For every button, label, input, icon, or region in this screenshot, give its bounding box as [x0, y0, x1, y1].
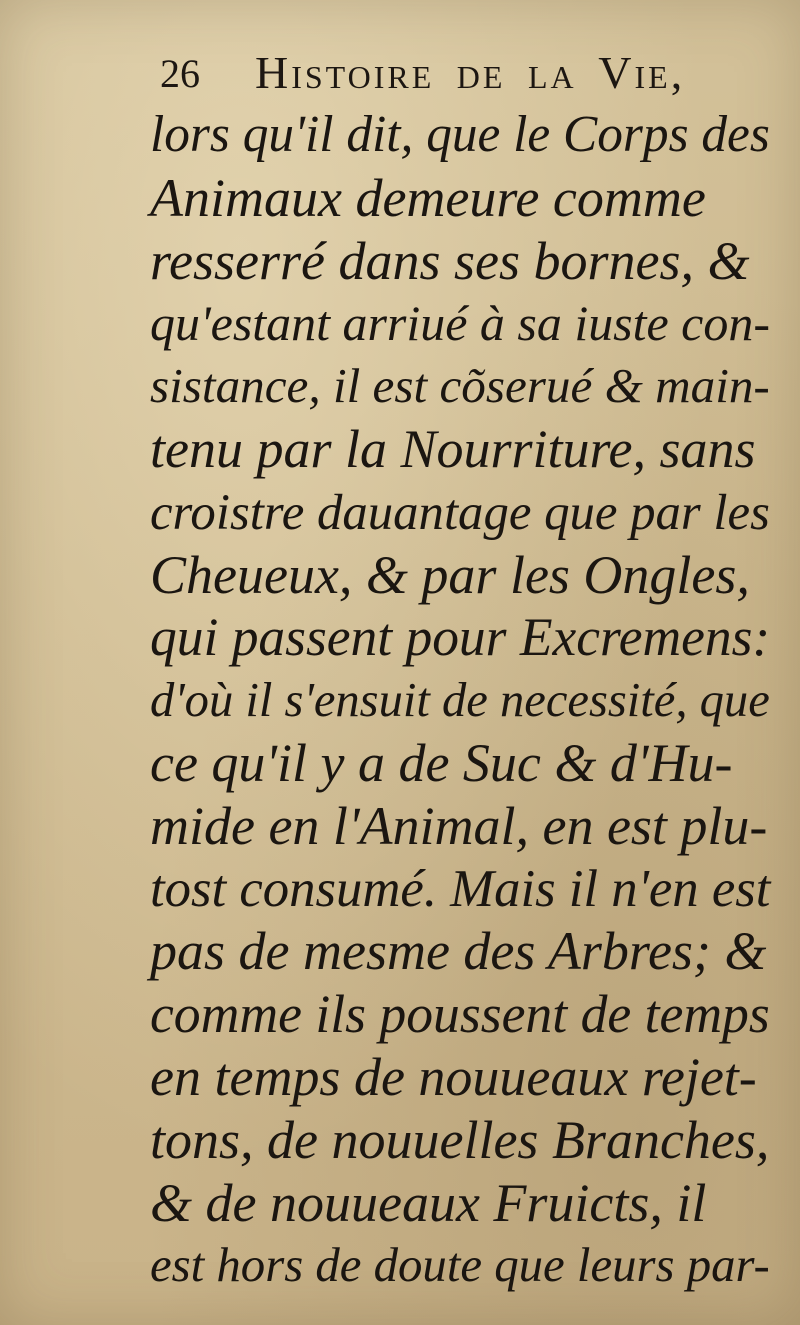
text-line: Animaux demeure comme	[150, 167, 706, 228]
text-line: lors qu'il dit, que le Corps des	[150, 106, 770, 163]
page-number: 26	[160, 51, 200, 96]
text-line: d'où il s'ensuit de necessité, que	[150, 673, 770, 728]
text-line: croistre dauantage que par les	[150, 483, 770, 540]
text-line: qui passent pour Excremens:	[150, 607, 771, 668]
running-head	[160, 44, 720, 104]
text-line: pas de mesme des Arbres; &	[150, 921, 767, 982]
text-line: tost consumé. Mais il n'en est	[150, 859, 771, 918]
text-line: Cheueux, & par les Ongles,	[150, 544, 750, 605]
running-title: Histoire de la Vie,	[255, 47, 686, 98]
body-text	[150, 104, 770, 1297]
text-line: qu'estant arriué à sa iuste con-	[150, 295, 770, 352]
text-line: resserré dans ses bornes, &	[150, 230, 750, 291]
text-line: sistance, il est cõserué & main-	[150, 358, 770, 414]
text-line: ce qu'il y a de Suc & d'Hu-	[150, 732, 733, 793]
text-line: mide en l'Animal, en est plu-	[150, 795, 768, 856]
text-line: & de nouueaux Fruicts, il	[150, 1172, 707, 1233]
text-line: en temps de nouueaux rejet-	[150, 1046, 757, 1107]
text-line: tons, de nouuelles Branches,	[150, 1109, 770, 1170]
text-line: tenu par la Nourriture, sans	[150, 418, 756, 479]
text-line: est hors de doute que leurs par-	[150, 1238, 770, 1293]
text-line: comme ils poussent de temps	[150, 984, 770, 1045]
